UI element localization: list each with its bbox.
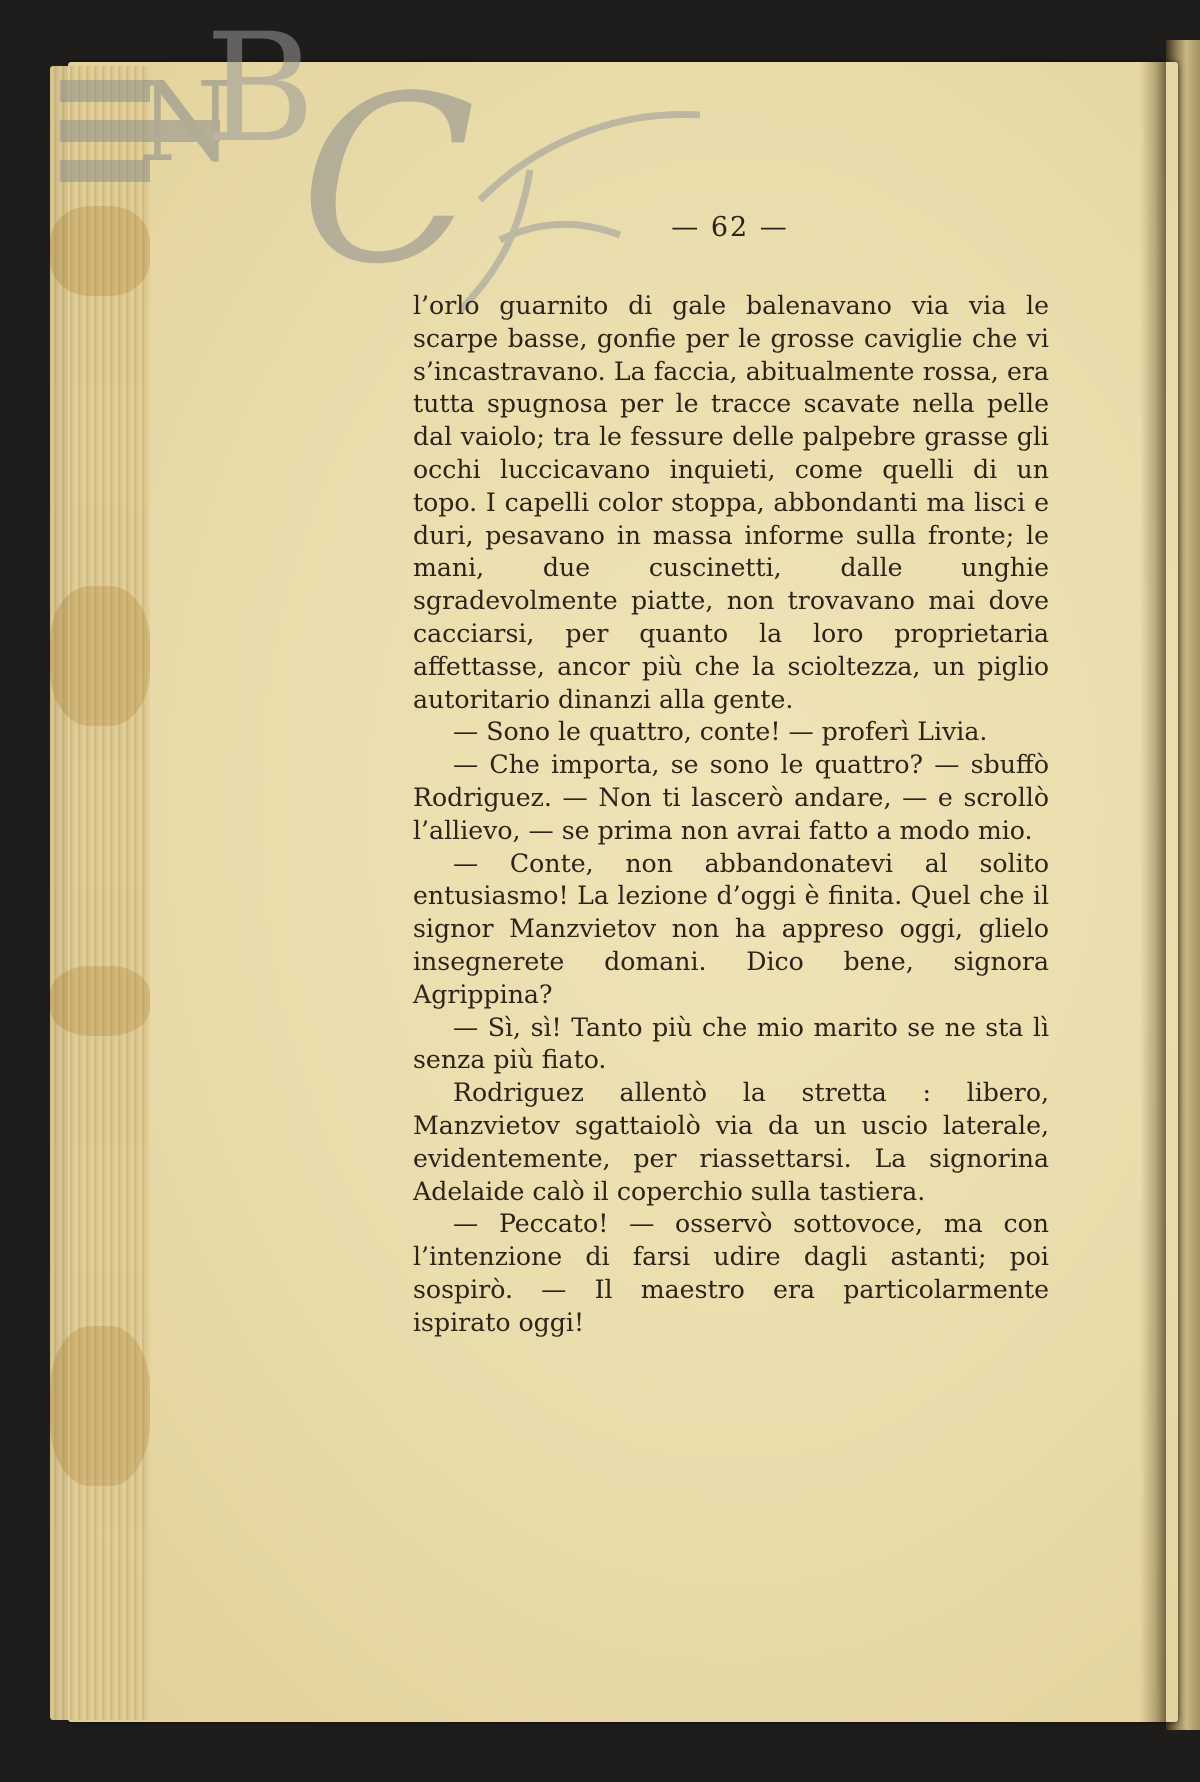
edge-stain (50, 1326, 150, 1486)
svg-text:C: C (300, 48, 476, 315)
svg-text:B: B (205, 20, 316, 176)
library-watermark-logo (60, 20, 720, 320)
paragraph: l’orlo guarnito di gale balenavano via via le scarpe basse, gonfie per le grosse caviglie che vi s’incastravano. La faccia, abitualmente rossa, era tutta spugnosa per le tracce scavate nella pelle dal vaiolo; tra le fessure delle palpebre grasse gli occhi luccicavano inquieti, come quelli di un topo. I capelli color stoppa, abbondanti ma lisci e duri, pesavano in massa informe sulla fronte; le mani, due cuscinetti, dalle unghie sgradevolmente piatte, non trovavano mai dove cacciarsi, per quanto la loro proprietaria affettasse, ancor più che la scioltezza, un piglio autoritario dinanzi alla gente. (413, 291, 1049, 714)
paragraph: — Peccato! — osservò sottovoce, ma con l’intenzione di farsi udire dagli astanti; poi sospirò. — Il maestro era particolarmente ispirato oggi! (413, 1209, 1049, 1337)
svg-text:N: N (138, 58, 235, 186)
body-text (413, 290, 1049, 1340)
paragraph: — Sì, sì! Tanto più che mio marito se ne sta lì senza più fiato. (413, 1012, 1049, 1075)
page-gutter-shadow (1140, 62, 1166, 1722)
page-number: — 62 — (671, 212, 789, 243)
paragraph: — Conte, non abbandonatevi al solito entusiasmo! La lezione d’oggi è finita. Quel che il signor Manzvietov non ha appreso oggi, glielo insegnerete domani. Dico bene, signora Agrippina? (413, 848, 1049, 1009)
edge-stain (50, 586, 150, 726)
paragraph: — Che importa, se sono le quattro? — sbuffò Rodriguez. — Non ti lascerò andare, — e scrollò l’allievo, — se prima non avrai fatto a modo mio. (413, 750, 1049, 845)
paragraph: Rodriguez allentò la stretta : libero, Manzvietov sgattaiolò via da un uscio laterale, evidentemente, per riassettarsi. La signorina Adelaide calò il coperchio sulla tastiera. (413, 1078, 1049, 1206)
paragraph: — Sono le quattro, conte! — proferì Livia. (453, 717, 988, 747)
edge-stain (50, 966, 150, 1036)
